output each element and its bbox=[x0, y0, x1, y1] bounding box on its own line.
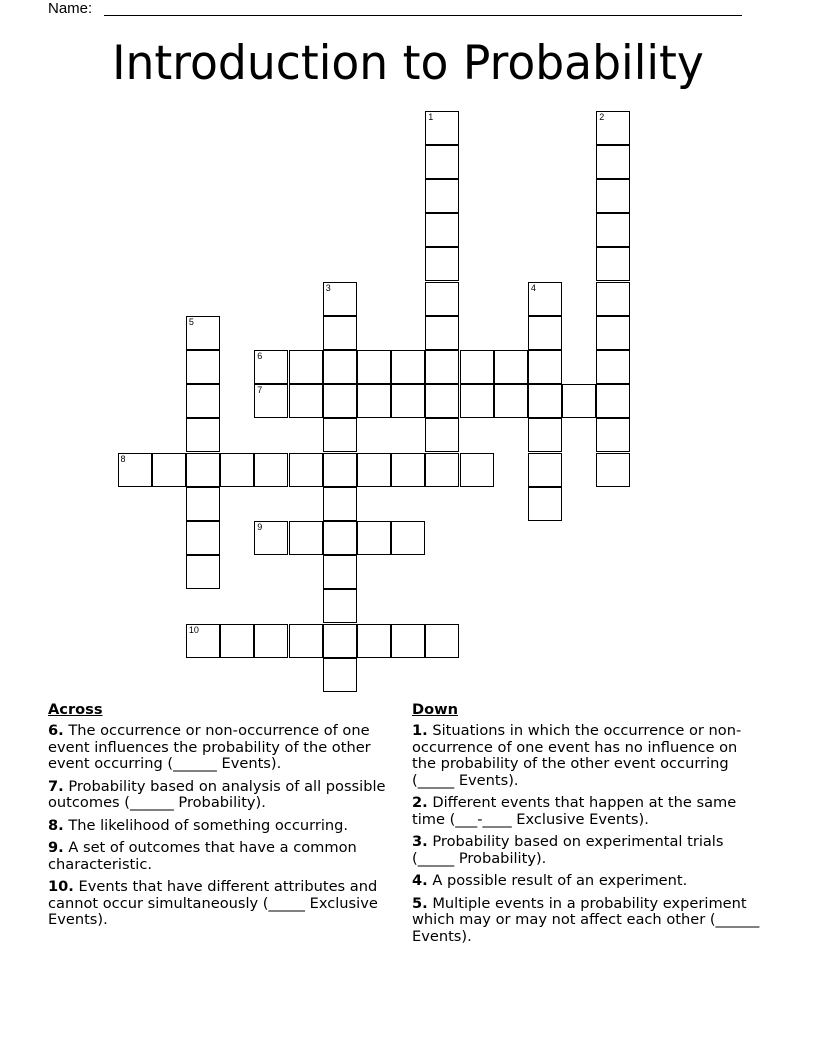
clue-number: 3. bbox=[412, 833, 428, 850]
crossword-cell[interactable] bbox=[528, 487, 562, 521]
crossword-cell[interactable] bbox=[357, 453, 391, 487]
clue-down-3 bbox=[412, 834, 762, 867]
clue-across-6 bbox=[48, 723, 398, 773]
clue-text: Multiple events in a probability experiment which may or may not affect each other (______ Events). bbox=[412, 894, 760, 945]
crossword-cell[interactable] bbox=[186, 350, 220, 384]
crossword-cell[interactable] bbox=[391, 453, 425, 487]
crossword-cell[interactable] bbox=[528, 350, 562, 384]
clue-down-5 bbox=[412, 896, 762, 946]
crossword-cell[interactable] bbox=[460, 384, 494, 418]
crossword-cell[interactable] bbox=[425, 453, 459, 487]
crossword-cell[interactable] bbox=[186, 453, 220, 487]
crossword-cell[interactable] bbox=[460, 350, 494, 384]
crossword-cell[interactable] bbox=[596, 213, 630, 247]
crossword-cell[interactable] bbox=[254, 453, 288, 487]
clue-number: 4. bbox=[412, 872, 428, 889]
clue-number: 1. bbox=[412, 722, 428, 739]
crossword-cell[interactable] bbox=[596, 316, 630, 350]
crossword-cell[interactable] bbox=[323, 282, 357, 316]
cell-number: 8 bbox=[120, 453, 126, 464]
crossword-cell[interactable] bbox=[186, 384, 220, 418]
crossword-cell[interactable] bbox=[220, 453, 254, 487]
clue-text: Probability based on experimental trials (_____ Probability). bbox=[412, 833, 724, 867]
crossword-cell[interactable] bbox=[323, 453, 357, 487]
crossword-cell[interactable] bbox=[118, 453, 152, 487]
crossword-cell[interactable] bbox=[323, 418, 357, 452]
crossword-cell[interactable] bbox=[323, 658, 357, 692]
clue-number: 7. bbox=[48, 777, 64, 795]
crossword-cell[interactable] bbox=[254, 521, 288, 555]
clue-text: A possible result of an experiment. bbox=[427, 872, 688, 889]
cell-number: 2 bbox=[599, 111, 605, 122]
crossword-cell[interactable] bbox=[289, 624, 323, 658]
clue-number: 2. bbox=[412, 794, 428, 811]
crossword-cell[interactable] bbox=[323, 589, 357, 623]
crossword-cell[interactable] bbox=[289, 521, 323, 555]
clue-text: Events that have different attributes and cannot occur simultaneously (_____ Exclusive Events). bbox=[48, 878, 378, 928]
crossword-cell[interactable] bbox=[254, 384, 288, 418]
crossword-cell[interactable] bbox=[323, 624, 357, 658]
crossword-cell[interactable] bbox=[186, 418, 220, 452]
crossword-cell[interactable] bbox=[528, 384, 562, 418]
down-clues bbox=[412, 700, 762, 951]
clue-number: 8. bbox=[48, 816, 64, 834]
crossword-cell[interactable] bbox=[596, 145, 630, 179]
clue-across-9 bbox=[48, 840, 398, 873]
crossword-cell[interactable] bbox=[391, 384, 425, 418]
crossword-cell[interactable] bbox=[425, 179, 459, 213]
page-title: Introduction to Probability bbox=[112, 36, 704, 91]
crossword-cell[interactable] bbox=[357, 350, 391, 384]
clue-across-7 bbox=[48, 779, 398, 812]
crossword-cell[interactable] bbox=[596, 111, 630, 145]
crossword-cell[interactable] bbox=[528, 282, 562, 316]
crossword-cell[interactable] bbox=[323, 350, 357, 384]
clue-across-10 bbox=[48, 879, 398, 929]
clue-across-8 bbox=[48, 818, 398, 835]
cell-number: 5 bbox=[188, 316, 194, 327]
crossword-cell[interactable] bbox=[357, 521, 391, 555]
crossword-cell[interactable] bbox=[323, 384, 357, 418]
crossword-cell[interactable] bbox=[254, 350, 288, 384]
crossword-cell[interactable] bbox=[596, 247, 630, 281]
cell-number: 9 bbox=[257, 521, 263, 532]
crossword-cell[interactable] bbox=[425, 111, 459, 145]
crossword-cell[interactable] bbox=[186, 487, 220, 521]
crossword-cell[interactable] bbox=[186, 521, 220, 555]
crossword-cell[interactable] bbox=[425, 145, 459, 179]
clue-number: 5. bbox=[412, 894, 428, 912]
crossword-cell[interactable] bbox=[596, 384, 630, 418]
across-clues bbox=[48, 700, 398, 935]
crossword-cell[interactable] bbox=[357, 384, 391, 418]
crossword-cell[interactable] bbox=[357, 624, 391, 658]
crossword-cell[interactable] bbox=[425, 316, 459, 350]
clue-down-4 bbox=[412, 873, 762, 890]
cell-number: 1 bbox=[428, 111, 434, 122]
crossword-cell[interactable] bbox=[494, 384, 528, 418]
crossword-cell[interactable] bbox=[391, 521, 425, 555]
crossword-cell[interactable] bbox=[596, 453, 630, 487]
crossword-cell[interactable] bbox=[596, 418, 630, 452]
clue-number: 9. bbox=[48, 839, 64, 856]
cell-number: 6 bbox=[257, 350, 263, 361]
across-heading: Across bbox=[48, 701, 103, 718]
clue-number: 6. bbox=[48, 722, 64, 739]
crossword-cell[interactable] bbox=[460, 453, 494, 487]
crossword-cell[interactable] bbox=[494, 350, 528, 384]
crossword-cell[interactable] bbox=[289, 453, 323, 487]
crossword-cell[interactable] bbox=[528, 316, 562, 350]
crossword-cell[interactable] bbox=[323, 316, 357, 350]
crossword-cell[interactable] bbox=[289, 350, 323, 384]
crossword-cell[interactable] bbox=[289, 384, 323, 418]
crossword-cell[interactable] bbox=[323, 521, 357, 555]
crossword-cell[interactable] bbox=[425, 384, 459, 418]
crossword-cell[interactable] bbox=[562, 384, 596, 418]
clue-text: The occurrence or non-occurrence of one event influences the probability of the other event occurring (______ Events). bbox=[48, 722, 371, 772]
crossword-cell[interactable] bbox=[528, 453, 562, 487]
down-heading: Down bbox=[412, 701, 459, 718]
clue-text: Probability based on analysis of all possible outcomes (______ Probability). bbox=[48, 777, 386, 811]
clue-text: Situations in which the occurrence or non-occurrence of one event has no influence on the probability of the other event occurring (_____ Events). bbox=[412, 722, 742, 789]
crossword-cell[interactable] bbox=[425, 247, 459, 281]
crossword-cell[interactable] bbox=[254, 624, 288, 658]
crossword-cell[interactable] bbox=[425, 624, 459, 658]
clue-text: A set of outcomes that have a common characteristic. bbox=[48, 839, 357, 873]
crossword-cell[interactable] bbox=[323, 487, 357, 521]
clue-number: 10. bbox=[48, 878, 74, 895]
crossword-cell[interactable] bbox=[391, 624, 425, 658]
crossword-cell[interactable] bbox=[186, 555, 220, 589]
crossword-cell[interactable] bbox=[391, 350, 425, 384]
crossword-cell[interactable] bbox=[186, 316, 220, 350]
clue-text: The likelihood of something occurring. bbox=[63, 816, 349, 834]
cell-number: 10 bbox=[188, 624, 199, 635]
clue-down-2 bbox=[412, 795, 762, 828]
crossword-cell[interactable] bbox=[425, 350, 459, 384]
clue-down-1 bbox=[412, 723, 762, 789]
cell-number: 3 bbox=[325, 282, 331, 293]
crossword-cell[interactable] bbox=[596, 179, 630, 213]
crossword-cell[interactable] bbox=[425, 418, 459, 452]
crossword-cell[interactable] bbox=[425, 282, 459, 316]
crossword-cell[interactable] bbox=[425, 213, 459, 247]
crossword-cell[interactable] bbox=[596, 350, 630, 384]
crossword-cell[interactable] bbox=[152, 453, 186, 487]
crossword-cell[interactable] bbox=[528, 418, 562, 452]
cell-number: 4 bbox=[530, 282, 536, 293]
clue-text: Different events that happen at the same time (___-____ Exclusive Events). bbox=[412, 794, 737, 828]
crossword-cell[interactable] bbox=[323, 555, 357, 589]
crossword-cell[interactable] bbox=[186, 624, 220, 658]
crossword-cell[interactable] bbox=[220, 624, 254, 658]
cell-number: 7 bbox=[257, 385, 263, 396]
name-label: Name: bbox=[48, 0, 93, 17]
crossword-cell[interactable] bbox=[596, 282, 630, 316]
